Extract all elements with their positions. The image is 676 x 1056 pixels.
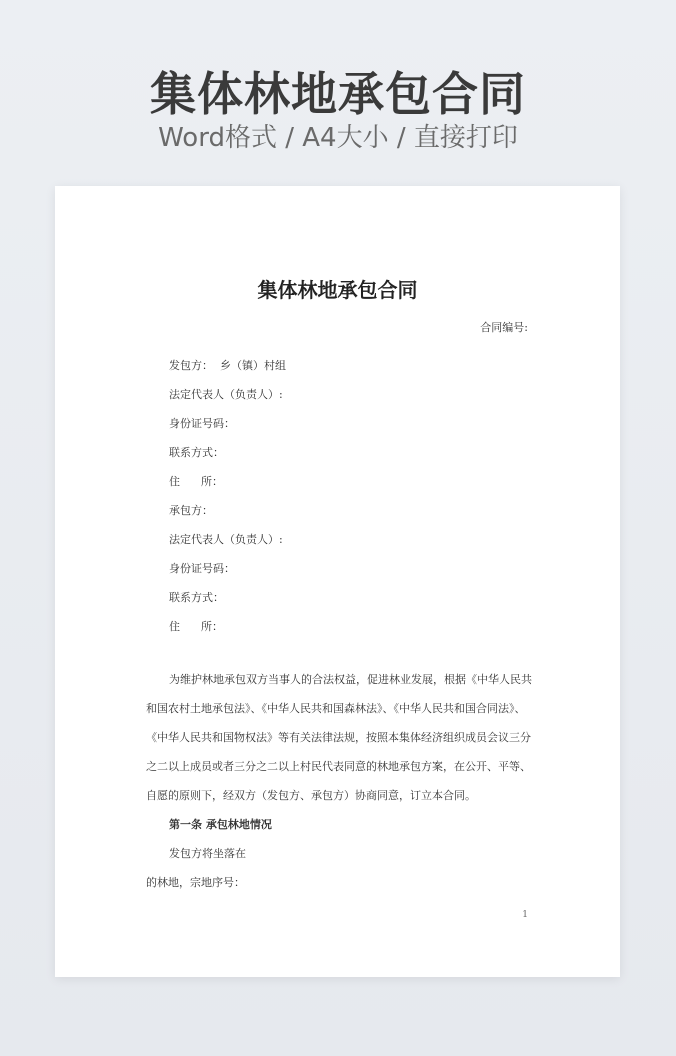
contract-body (146, 670, 530, 902)
document-page (55, 186, 620, 977)
field-issuer-contact: 联系方式： (169, 446, 224, 459)
article-line: 的林地，宗地序号： (146, 876, 245, 889)
article-title: 第一条 承包林地情况 (169, 818, 272, 831)
field-contractor-contact: 联系方式： (169, 591, 224, 604)
field-contractor-address: 住 所： (169, 620, 223, 633)
banner-title: 集体林地承包合同 (150, 67, 526, 121)
field-issuer: 发包方： 乡（镇）村组 (169, 359, 286, 372)
field-contractor: 承包方： (169, 504, 213, 517)
body-line: 《中华人民共和国物权法》等有关法律法规，按照本集体经济组织成员会议三分 (146, 731, 531, 744)
body-line: 自愿的原则下，经双方（发包方、承包方）协商同意，订立本合同。 (146, 789, 476, 802)
field-issuer-representative: 法定代表人（负责人）: (169, 388, 283, 401)
body-line: 之二以上成员或者三分之二以上村民代表同意的林地承包方案，在公开、平等、 (146, 760, 531, 773)
field-issuer-address: 住 所： (169, 475, 223, 488)
field-contractor-representative: 法定代表人（负责人）: (169, 533, 283, 546)
body-line: 和国农村土地承包法》、《中华人民共和国森林法》、《中华人民共和国合同法》、 (146, 702, 526, 715)
page-number: 1 (522, 910, 528, 920)
banner-subtitle: Word格式 / A4大小 / 直接打印 (158, 123, 518, 153)
body-line: 为维护林地承包双方当事人的合法权益，促进林业发展，根据《中华人民共 (169, 673, 532, 686)
field-issuer-id-number: 身份证号码： (169, 417, 235, 430)
field-contractor-id-number: 身份证号码： (169, 562, 235, 575)
contract-number-label: 合同编号: (480, 321, 528, 334)
article-line: 发包方将坐落在 (169, 847, 246, 860)
party-fields (169, 356, 286, 646)
document-title: 集体林地承包合同 (257, 278, 418, 302)
